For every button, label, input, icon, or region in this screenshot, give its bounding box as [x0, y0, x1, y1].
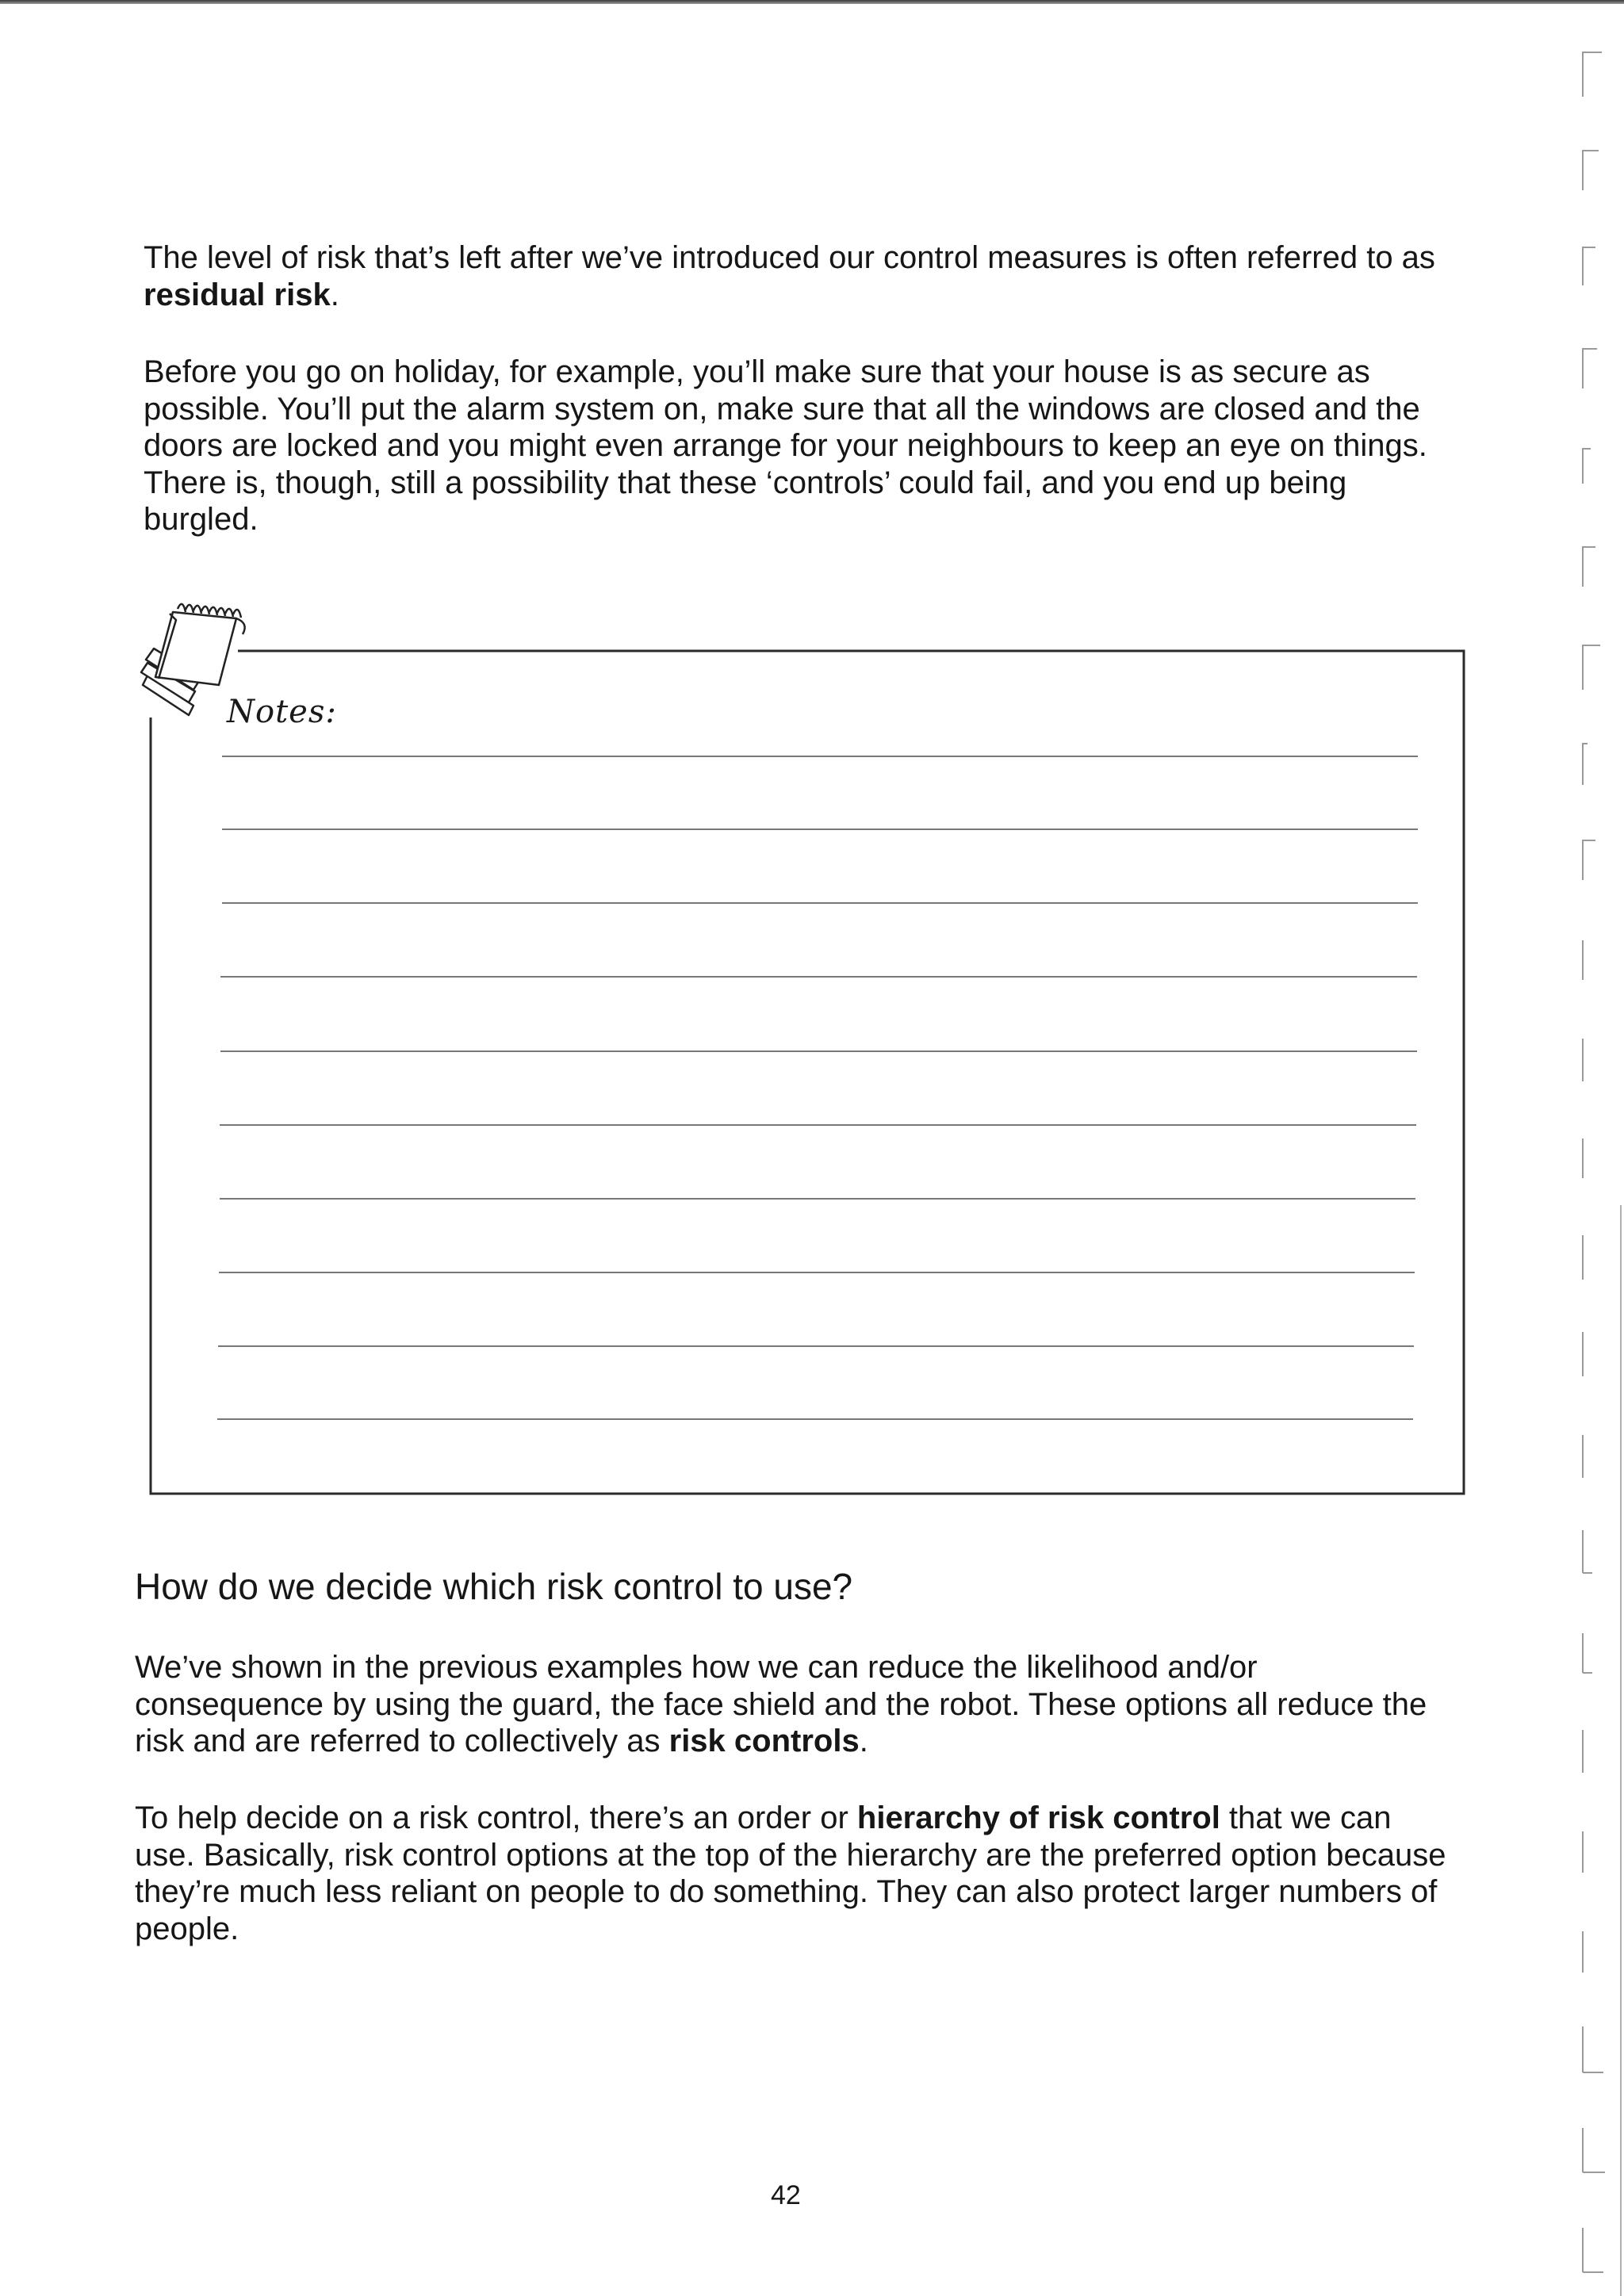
text-run: that we can use. Basically, risk control options at the top of the hierarchy are the preferred option because they’re much less reliant on people to do something. They can also protect larger numbers of people.: [135, 1800, 1446, 1946]
notes-label: Notes:: [227, 694, 337, 730]
bold-term: hierarchy of risk control: [856, 1800, 1220, 1835]
bold-term: residual risk: [144, 277, 331, 312]
bold-term: risk controls: [668, 1724, 860, 1758]
text-run: .: [859, 1724, 868, 1758]
note-lines: [217, 756, 1418, 1419]
text-run: We’ve shown in the previous examples how we can reduce the likelihood and/or consequence by using the guard, the face shield and the robot. These options all reduce the risk and are referred to collectively as: [135, 1650, 1427, 1758]
page-number: 42: [771, 2180, 801, 2210]
text-run: The level of risk that’s left after we’ve introduced our control measures is often referred to as: [144, 240, 1435, 275]
paragraph-hierarchy: [135, 1800, 1451, 1947]
text-run: .: [330, 277, 339, 312]
paragraph-residual-risk: [144, 239, 1444, 313]
paragraph-risk-controls: [135, 1649, 1451, 1760]
text-run: To help decide on a risk control, there’s an order or: [135, 1800, 857, 1835]
section-heading: How do we decide which risk control to use?: [135, 1566, 853, 1607]
paragraph-holiday-example: Before you go on holiday, for example, you’ll make sure that your house is as secure as possible. You’ll put the alarm system on, make sure that all the windows are closed and the doors are locked and you might even arrange for your neighbours to keep an eye on things. There is, though, still a possibility that these ‘controls’ could fail, and you end up being burgled.: [144, 354, 1427, 537]
top-scan-edge: [0, 0, 1624, 4]
binder-edge-marks: [1568, 0, 1624, 2296]
